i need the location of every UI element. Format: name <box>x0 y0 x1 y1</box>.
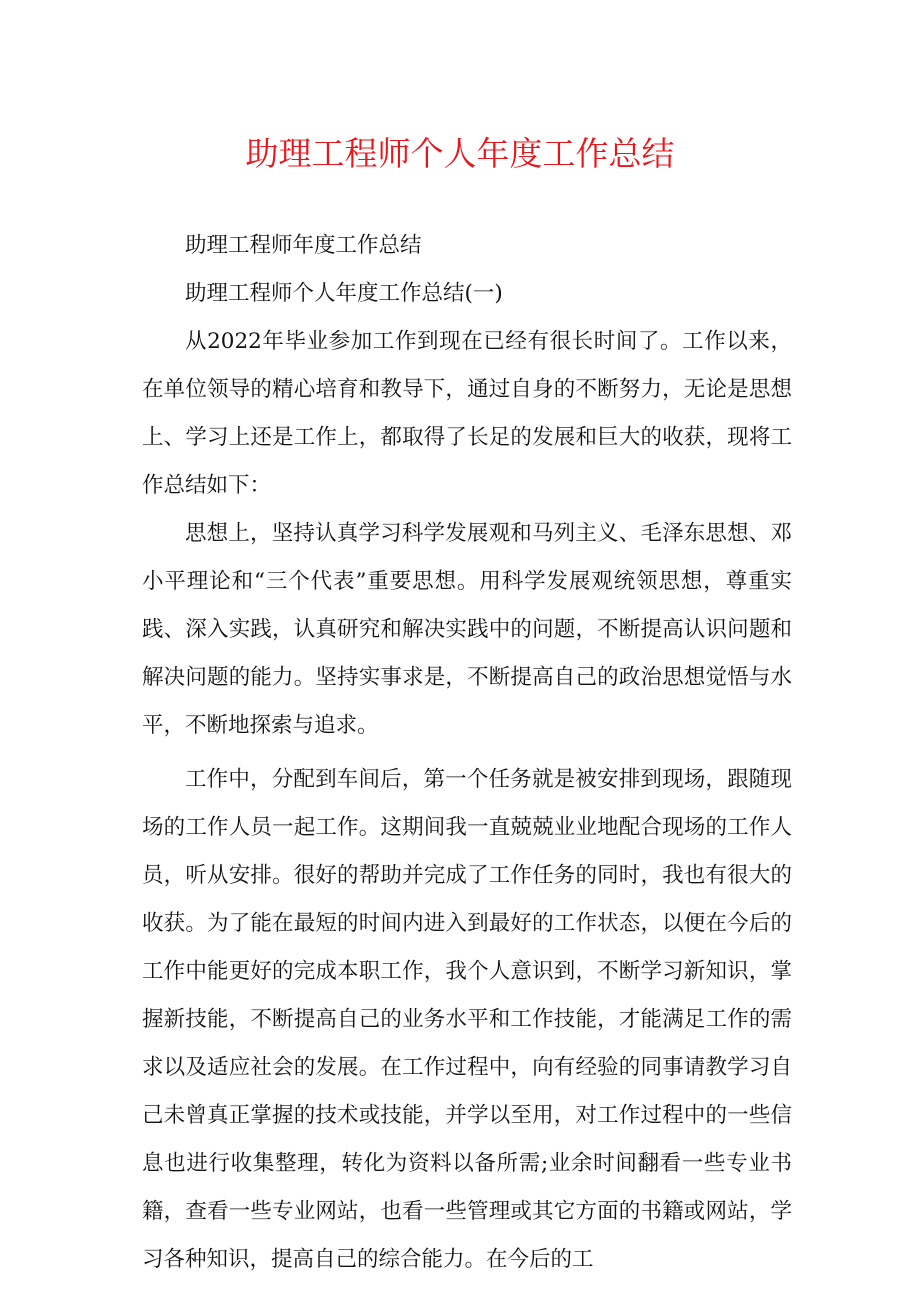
paragraph-subtitle: 助理工程师年度工作总结 <box>185 233 422 258</box>
paragraph-intro: 从2022年毕业参加工作到现在已经有很长时间了。工作以来，在单位领导的精心培育和教导下，通过自身的不断努力，无论是思想上、学习上还是工作上，都取得了长足的发展和巨大的收获，现将工作总结如下： <box>142 329 792 498</box>
document-title: 助理工程师个人年度工作总结 <box>245 134 675 173</box>
document-body <box>142 222 792 1284</box>
paragraph-work: 工作中，分配到车间后，第一个任务就是被安排到现场，跟随现场的工作人员一起工作。这期间我一直兢兢业业地配合现场的工作人员，听从安排。很好的帮助并完成了工作任务的同时，我也有很大的收获。为了能在最短的时间内进入到最好的工作状态，以便在今后的工作中能更好的完成本职工作，我个人意识到，不断学习新知识，掌握新技能，不断提高自己的业务水平和工作技能，才能满足工作的需求以及适应社会的发展。在工作过程中，向有经验的同事请教学习自己未曾真正掌握的技术或技能，并学以至用，对工作过程中的一些信息也进行收集整理，转化为资料以备所需;业余时间翻看一些专业书籍，查看一些专业网站，也看一些管理或其它方面的书籍或网站，学习各种知识，提高自己的综合能力。在今后的工 <box>142 767 792 1272</box>
paragraph-thought: 思想上，坚持认真学习科学发展观和马列主义、毛泽东思想、邓小平理论和“三个代表”重要思想。用科学发展观统领思想，尊重实践、深入实践，认真研究和解决实践中的问题，不断提高认识问题和解决问题的能力。坚持实事求是，不断提高自己的政治思想觉悟与水平，不断地探索与追求。 <box>142 521 792 738</box>
paragraph-section-heading: 助理工程师个人年度工作总结(一) <box>185 281 503 306</box>
